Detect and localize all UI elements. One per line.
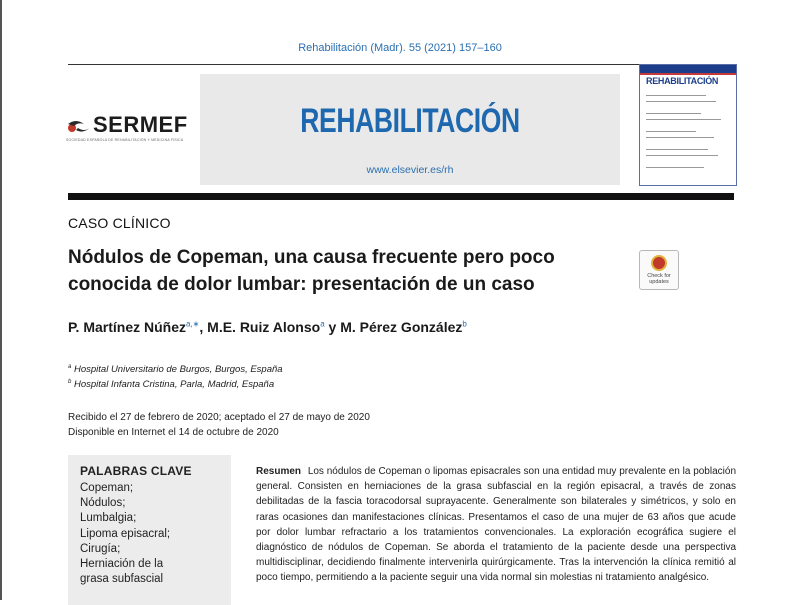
page-left-edge bbox=[0, 0, 2, 600]
author-separator: , bbox=[199, 319, 208, 335]
journal-banner bbox=[200, 74, 620, 185]
sermef-logo bbox=[66, 112, 196, 152]
keywords-list bbox=[80, 481, 170, 587]
cover-text-line bbox=[646, 137, 714, 138]
author-name[interactable]: P. Martínez Núñez bbox=[68, 319, 186, 335]
journal-reference-link[interactable]: Rehabilitación (Madr). 55 (2021) 157–160 bbox=[298, 42, 502, 54]
affiliation-line bbox=[68, 379, 274, 390]
header-top-rule bbox=[68, 64, 734, 65]
author-affiliation-mark[interactable]: b bbox=[462, 319, 467, 329]
received-dates: Recibido el 27 de febrero de 2020; aceptado el 27 de mayo de 2020 bbox=[68, 412, 370, 423]
cover-text-line bbox=[646, 131, 696, 132]
author-affiliation-mark[interactable]: a,∗ bbox=[186, 319, 200, 329]
author-list bbox=[68, 319, 467, 335]
keyword-item: Nódulos; bbox=[80, 497, 126, 510]
cover-title: REHABILITACIÓN bbox=[646, 76, 719, 86]
keyword-item: Herniación de la bbox=[80, 558, 164, 571]
cover-text-line bbox=[646, 101, 716, 102]
abstract bbox=[256, 464, 736, 586]
abstract-label: Resumen bbox=[256, 466, 302, 477]
article-section-label: CASO CLÍNICO bbox=[68, 215, 171, 231]
article-title: Nódulos de Copeman, una causa frecuente pero poco conocida de dolor lumbar: presentación de un caso bbox=[68, 247, 555, 295]
keyword-item: grasa subfascial bbox=[80, 573, 164, 586]
author-name[interactable]: M. Pérez González bbox=[340, 319, 463, 335]
keywords-title: PALABRAS CLAVE bbox=[80, 464, 192, 478]
cover-text-line bbox=[646, 155, 718, 156]
author-name[interactable]: M.E. Ruiz Alonso bbox=[207, 319, 321, 335]
cover-top-band bbox=[640, 65, 736, 73]
keywords-box bbox=[68, 455, 231, 605]
keyword-item: Copeman; bbox=[80, 482, 134, 494]
cover-text-line bbox=[646, 119, 721, 120]
online-date: Disponible en Internet el 14 de octubre de 2020 bbox=[68, 427, 279, 438]
cover-red-stripe bbox=[640, 73, 736, 75]
header-bottom-rule bbox=[68, 193, 734, 200]
keyword-item: Lumbalgia; bbox=[80, 512, 137, 525]
cover-text-line bbox=[646, 167, 704, 168]
keyword-item: Cirugía; bbox=[80, 542, 121, 555]
sermef-logo-text: SERMEF bbox=[93, 112, 188, 137]
journal-cover-thumbnail[interactable] bbox=[639, 64, 737, 186]
affiliation-text: Hospital Infanta Cristina, Parla, Madrid, España bbox=[73, 379, 275, 391]
affiliation-text: Hospital Universitario de Burgos, Burgos, España bbox=[73, 364, 283, 376]
cover-text-line bbox=[646, 149, 708, 150]
journal-title: REHABILITACIÓN bbox=[300, 102, 520, 140]
journal-url-link[interactable]: www.elsevier.es/rh bbox=[366, 164, 454, 176]
affiliation-mark: b bbox=[68, 379, 72, 385]
check-for-updates-icon bbox=[651, 255, 667, 271]
check-for-updates-label: Check for updates bbox=[647, 273, 671, 285]
cover-text-line bbox=[646, 95, 706, 96]
cover-text-line bbox=[646, 113, 701, 114]
affiliation-line bbox=[68, 364, 283, 375]
sermef-logo-subtitle: SOCIEDAD ESPAÑOLA DE REHABILITACIÓN Y MEDICINA FÍSICA bbox=[66, 138, 184, 142]
sermef-logo-icon bbox=[66, 116, 92, 136]
keyword-item: Lipoma episacral; bbox=[80, 527, 171, 540]
check-for-updates-button[interactable] bbox=[639, 250, 679, 290]
abstract-text: Los nódulos de Copeman o lipomas episacrales son una entidad muy prevalente en la población general. Consisten en herniaciones de la grasa subfascial en la región episacral, a través de zonas debilitadas de la fascia toracodorsal suprayacente. Generalmente son bilaterales y simétricos, y solo en raras ocasiones dan manifestaciones clínicas. Presentamos el caso de una mujer de 63 años que acude por dolor lumbar refractario a los tratamientos convencionales. La exploración ecográfica sugiere el diagnóstico de nódulos de Copeman. Se aborda el tratamiento de la paciente desde una perspectiva multidisciplinar, decidiendo finalmente intervenirla quirúrgicamente. Tras la intervención la clínica remitió al poco tiempo, permitiendo a la paciente seguir una vida normal sin molestias ni tratamiento analgésico. bbox=[256, 466, 737, 584]
affiliation-mark: a bbox=[68, 364, 72, 370]
author-affiliation-mark[interactable]: a bbox=[320, 319, 325, 329]
author-separator: y bbox=[324, 319, 341, 335]
